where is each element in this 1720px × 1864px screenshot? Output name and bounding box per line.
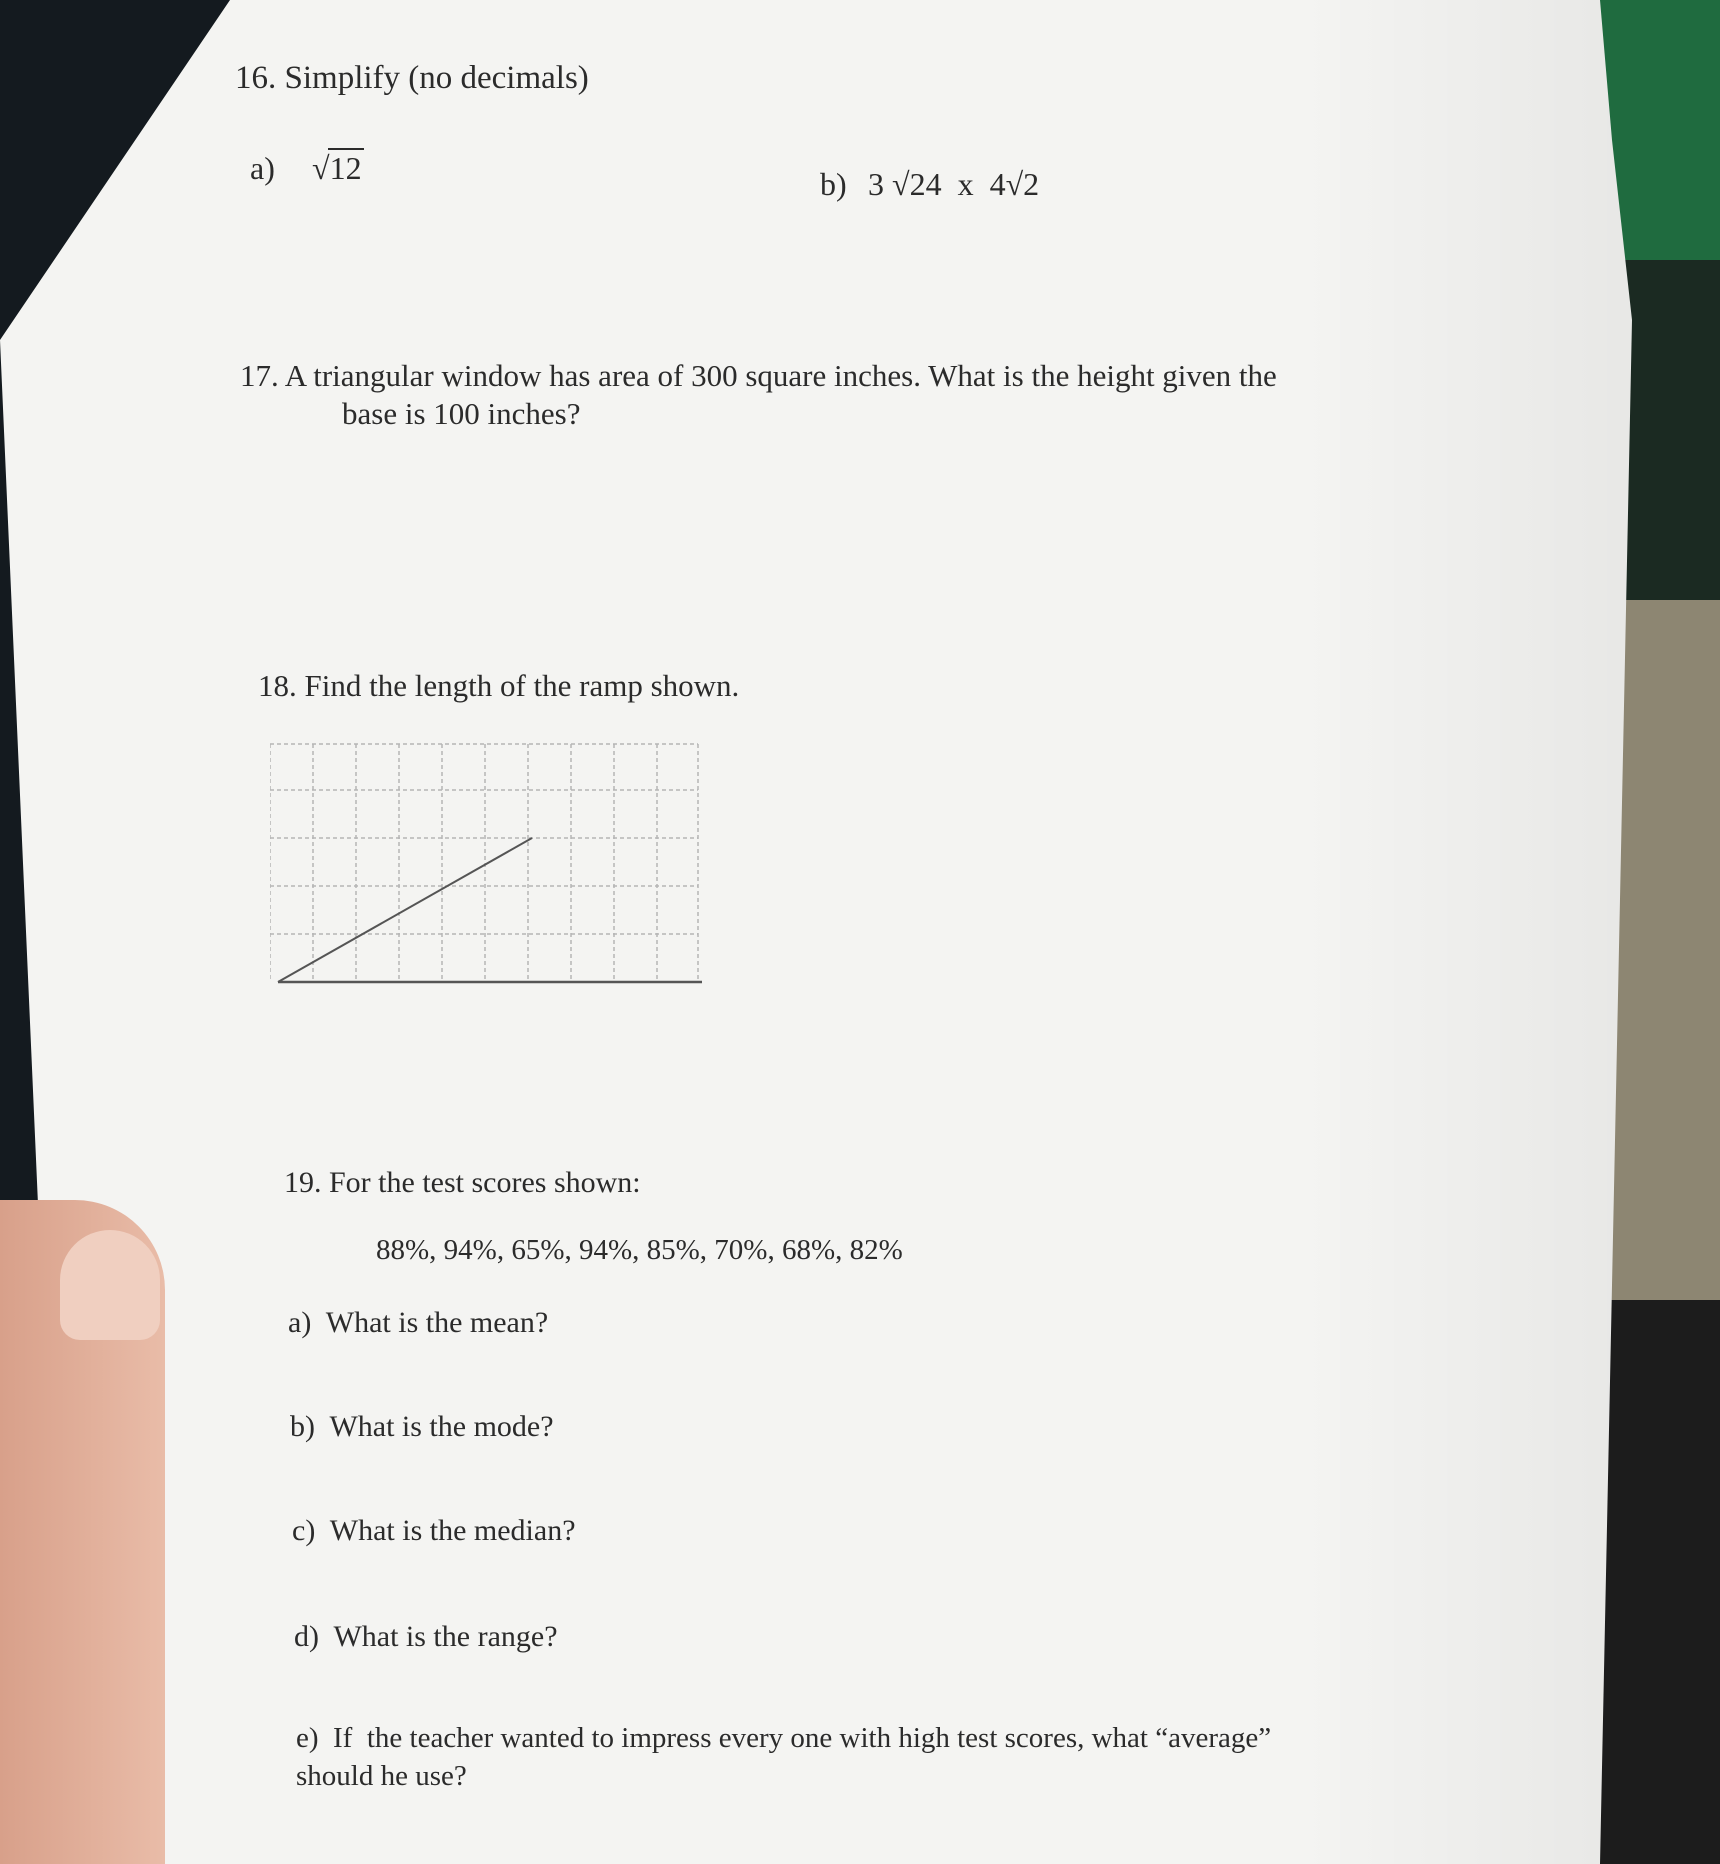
question-16a-label: a) (250, 150, 275, 186)
question-19e-line-2: should he use? (296, 1760, 467, 1792)
question-19e-line-1: e) If the teacher wanted to impress every one with high test scores, what “average” (296, 1722, 1272, 1754)
question-19a: a) What is the mean? (288, 1306, 549, 1339)
test-scores-list: 88%, 94%, 65%, 94%, 85%, 70%, 68%, 82% (376, 1234, 903, 1266)
ramp-line (278, 838, 532, 982)
question-19c: c) What is the median? (292, 1514, 576, 1547)
thumbnail (60, 1230, 160, 1340)
question-16-title: 16. Simplify (no decimals) (235, 60, 589, 96)
ramp-grid-diagram (270, 742, 704, 988)
question-16b-expression: 3 √24 x 4√2 (868, 166, 1040, 202)
question-17-line-1: 17. A triangular window has area of 300 square inches. What is the height given the (240, 358, 1277, 393)
question-19b: b) What is the mode? (290, 1410, 554, 1443)
question-19d: d) What is the range? (294, 1620, 558, 1653)
question-16b-label: b) (820, 166, 847, 202)
question-16a-expression (312, 148, 364, 187)
question-17-line-2: base is 100 inches? (342, 396, 581, 431)
radical-sign: √ (312, 150, 330, 186)
question-18-title: 18. Find the length of the ramp shown. (258, 668, 740, 703)
question-19-title: 19. For the test scores shown: (284, 1166, 641, 1199)
radicand: 12 (329, 150, 362, 186)
grid-lines (270, 744, 698, 982)
paper-shadow (1300, 0, 1632, 1864)
